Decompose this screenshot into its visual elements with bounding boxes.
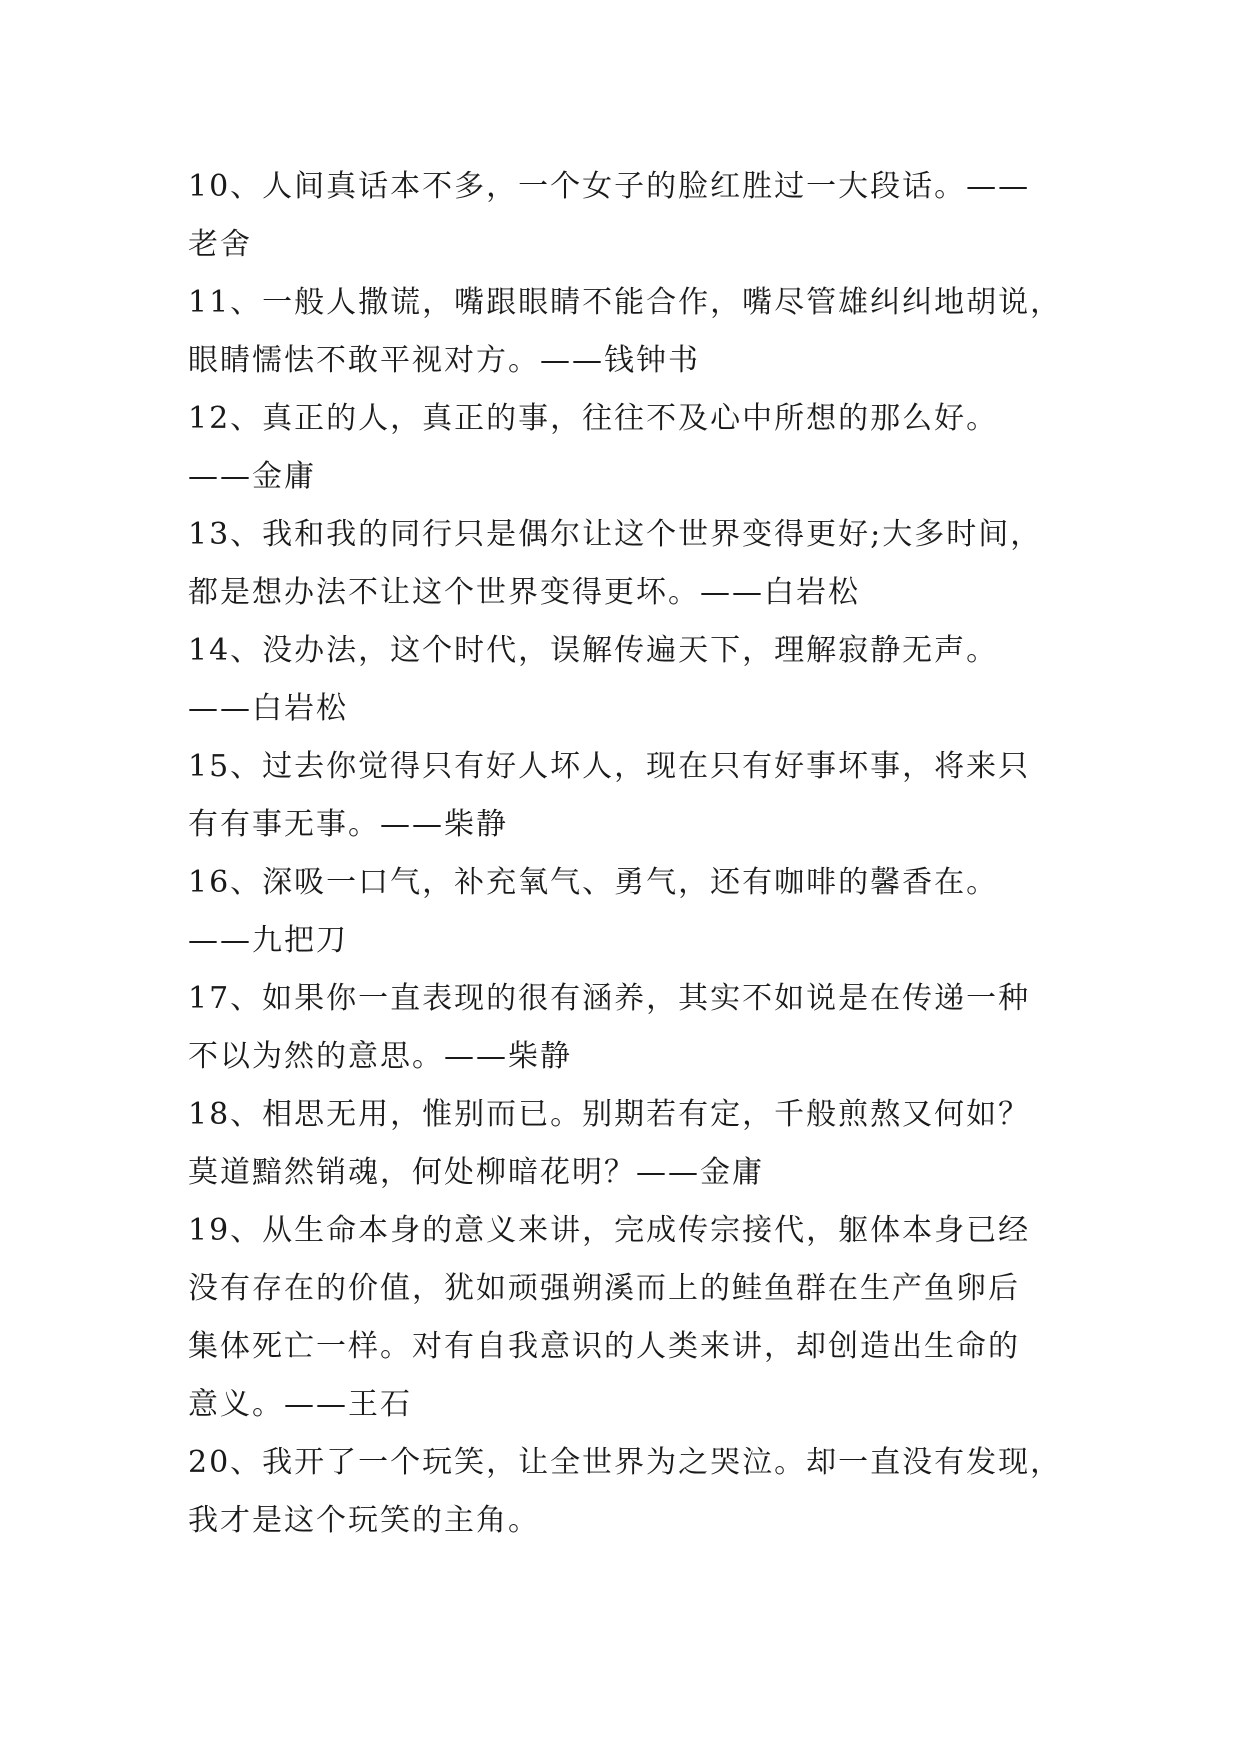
- text-line: 有有事无事。——柴静: [188, 807, 508, 842]
- text-line: 12、真正的人，真正的事，往往不及心中所想的那么好。: [188, 401, 999, 436]
- text-line: 19、从生命本身的意义来讲，完成传宗接代，躯体本身已经: [188, 1213, 1031, 1248]
- text-line: 11、一般人撒谎，嘴跟眼睛不能合作，嘴尽管雄纠纠地胡说，: [188, 285, 1063, 320]
- text-line: 不以为然的意思。——柴静: [188, 1039, 572, 1074]
- text-line: ——白岩松: [188, 691, 348, 726]
- text-line: ——九把刀: [188, 923, 348, 958]
- text-line: 17、如果你一直表现的很有涵养，其实不如说是在传递一种: [188, 981, 1031, 1016]
- text-line: 没有存在的价值，犹如顽强朔溪而上的鲑鱼群在生产鱼卵后: [188, 1271, 1020, 1306]
- text-line: 15、过去你觉得只有好人坏人，现在只有好事坏事，将来只: [188, 749, 1031, 784]
- text-line: 13、我和我的同行只是偶尔让这个世界变得更好;大多时间，: [188, 517, 1043, 552]
- text-line: 16、深吸一口气，补充氧气、勇气，还有咖啡的馨香在。: [188, 865, 999, 900]
- text-line: ——金庸: [188, 459, 316, 494]
- text-line: 我才是这个玩笑的主角。: [188, 1503, 540, 1538]
- text-line: 都是想办法不让这个世界变得更坏。——白岩松: [188, 575, 860, 610]
- text-line: 18、相思无用，惟别而已。别期若有定，千般煎熬又何如？: [188, 1097, 1031, 1132]
- text-line: 14、没办法，这个时代，误解传遍天下，理解寂静无声。: [188, 633, 999, 668]
- text-line: 意义。——王石: [188, 1387, 412, 1422]
- text-line: 莫道黯然销魂，何处柳暗花明？——金庸: [188, 1155, 764, 1190]
- quote-list: [188, 158, 1088, 1550]
- text-line: 集体死亡一样。对有自我意识的人类来讲，却创造出生命的: [188, 1329, 1020, 1364]
- text-line: 10、人间真话本不多，一个女子的脸红胜过一大段话。——: [188, 169, 1031, 204]
- text-line: 眼睛懦怯不敢平视对方。——钱钟书: [188, 343, 700, 378]
- text-line: 20、我开了一个玩笑，让全世界为之哭泣。却一直没有发现，: [188, 1445, 1063, 1480]
- text-line: 老舍: [188, 227, 252, 262]
